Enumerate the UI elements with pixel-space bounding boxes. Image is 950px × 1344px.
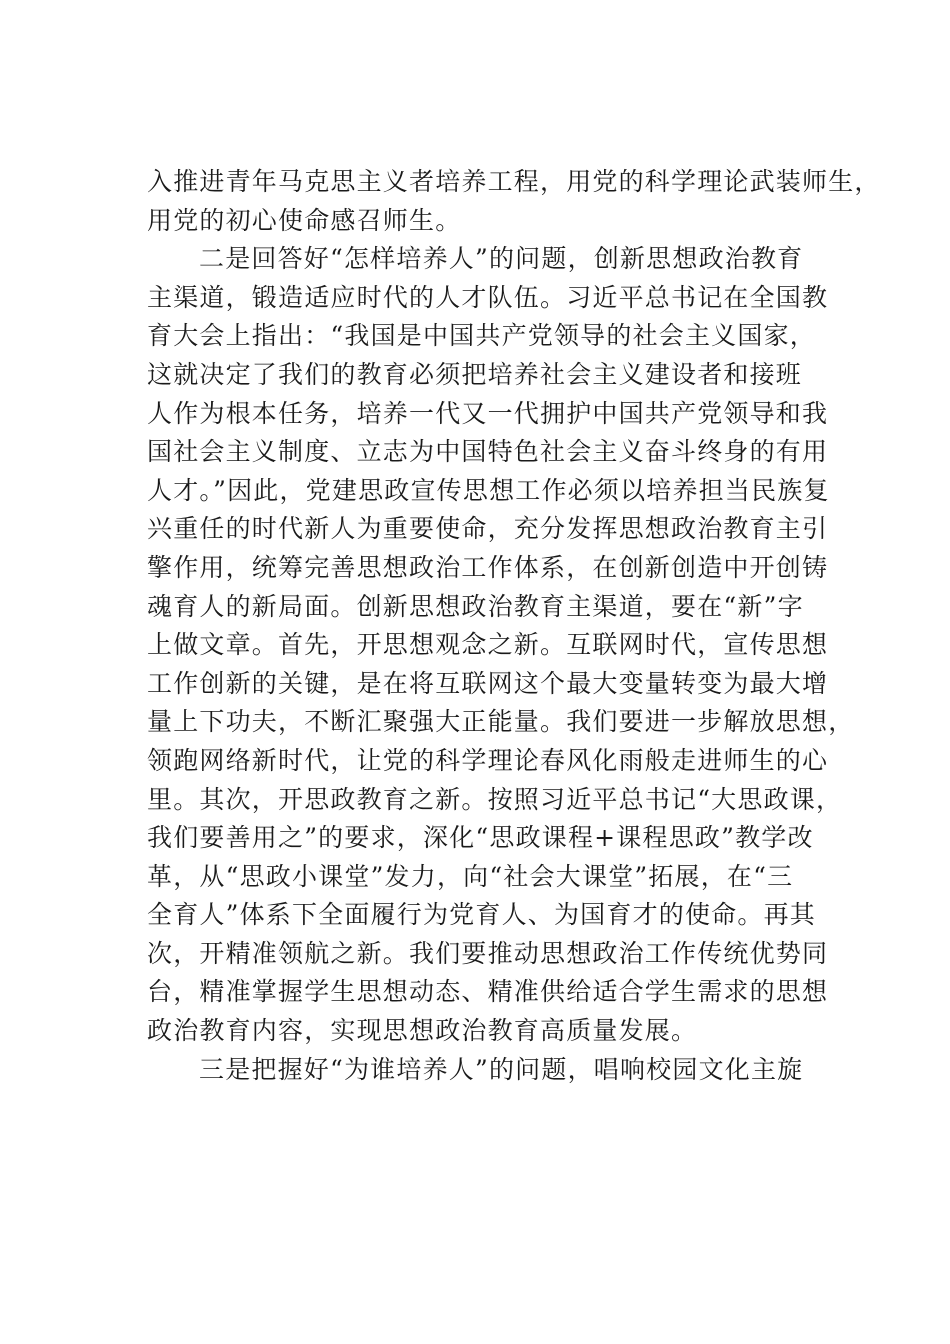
text-line: 政治教育内容，实现思想政治教育高质量发展。 — [147, 1016, 698, 1046]
text-line: 用党的初心使命感召师生。 — [147, 205, 462, 235]
text-line-indented: 三是把握好“为谁培养人”的问题，唱响校园文化主旋 — [199, 1054, 804, 1084]
text-line: 入推进青年马克思主义者培养工程，用党的科学理论武装师生， — [147, 167, 881, 196]
text-line: 主渠道，锻造适应时代的人才队伍。习近平总书记在全国教 — [147, 282, 829, 312]
text-line: 领跑网络新时代，让党的科学理论春风化雨般走进师生的心 — [147, 745, 829, 775]
text-line: 次，开精准领航之新。我们要推动思想政治工作传统优势同 — [147, 938, 829, 968]
text-line: 里。其次，开思政教育之新。按照习近平总书记“大思政课， — [147, 784, 843, 814]
text-line: 革，从“思政小课堂”发力，向“社会大课堂”拓展，在“三 — [147, 861, 794, 891]
body-text — [147, 163, 881, 1089]
text-line: 国社会主义制度、立志为中国特色社会主义奋斗终身的有用 — [147, 437, 829, 467]
text-line: 兴重任的时代新人为重要使命，充分发挥思想政治教育主引 — [147, 514, 829, 544]
text-line: 这就决定了我们的教育必须把培养社会主义建设者和接班 — [147, 359, 803, 389]
text-line: 台，精准掌握学生思想动态、精准供给适合学生需求的思想 — [147, 977, 829, 1007]
text-line: 育大会上指出：“我国是中国共产党领导的社会主义国家， — [147, 321, 816, 351]
text-line: 我们要善用之”的要求，深化“思政课程+课程思政”教学改 — [147, 823, 814, 853]
text-line: 擎作用，统筹完善思想政治工作体系，在创新创造中开创铸 — [147, 552, 829, 582]
text-line: 人才。”因此，党建思政宣传思想工作必须以培养担当民族复 — [147, 475, 830, 505]
text-line: 魂育人的新局面。创新思想政治教育主渠道，要在“新”字 — [147, 591, 804, 621]
text-line: 工作创新的关键，是在将互联网这个最大变量转变为最大增 — [147, 668, 829, 698]
text-line: 量上下功夫，不断汇聚强大正能量。我们要进一步解放思想， — [147, 707, 855, 737]
text-line: 上做文章。首先，开思想观念之新。互联网时代，宣传思想 — [147, 630, 829, 660]
text-line: 人作为根本任务，培养一代又一代拥护中国共产党领导和我 — [147, 398, 829, 428]
text-line: 全育人”体系下全面履行为党育人、为国育才的使命。再其 — [147, 900, 816, 930]
text-line-indented: 二是回答好“怎样培养人”的问题，创新思想政治教育 — [199, 244, 804, 274]
